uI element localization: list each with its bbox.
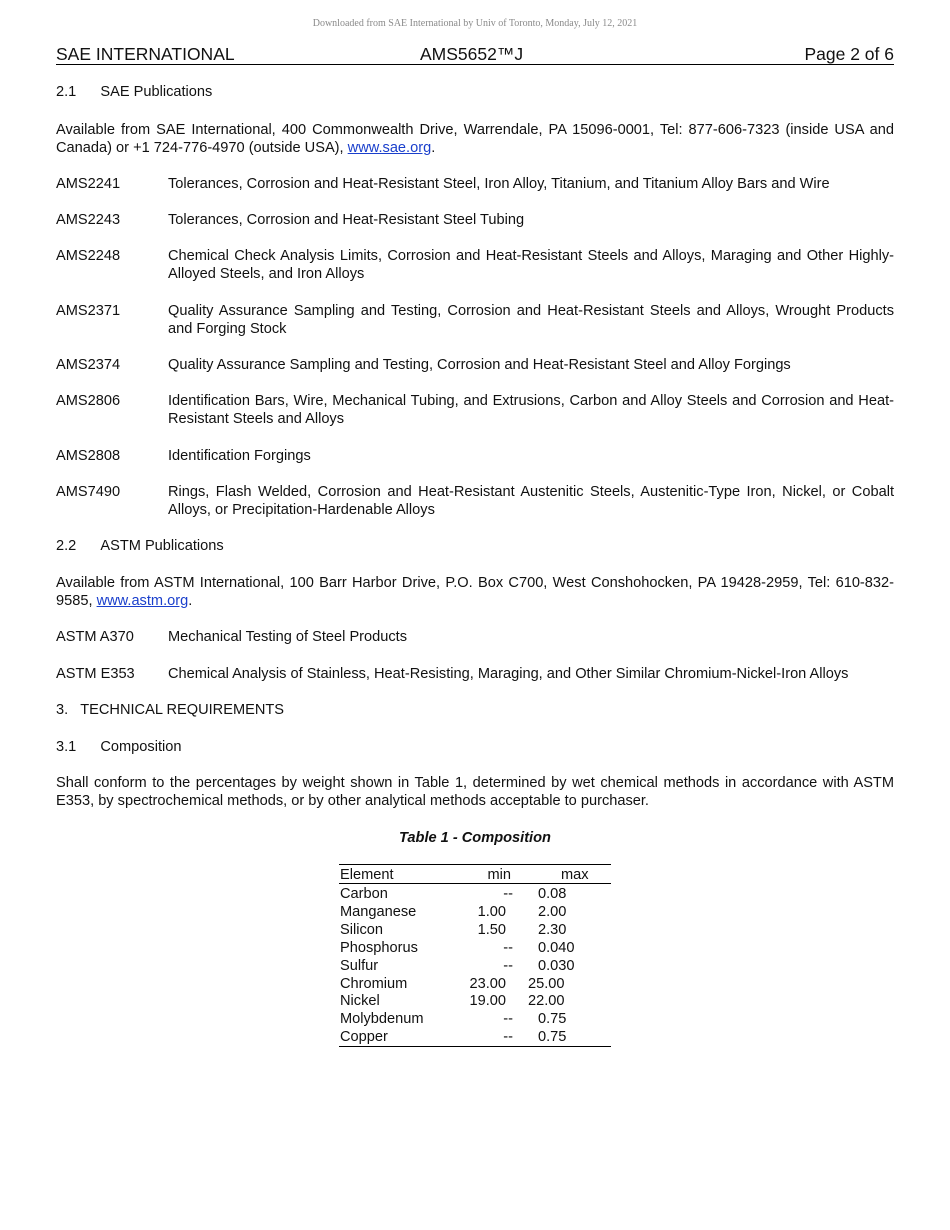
- reference-description: Identification Forgings: [168, 448, 311, 464]
- section-number: 3.1: [56, 739, 77, 755]
- table-bottom-rule: [339, 1046, 611, 1047]
- reference-description: Identification Bars, Wire, Mechanical Tubing, and Extrusions, Carbon and Alloy Steels and Corrosion and Heat-Resistant Steels and Alloys: [168, 393, 894, 427]
- table-top-rule: [339, 864, 611, 865]
- astm-availability-text: Available from ASTM International, 100 Barr Harbor Drive, P.O. Box C700, West Conshohocken, PA 19428-2959, Tel: 610-832-9585,: [56, 575, 894, 609]
- reference-ams2248: [56, 247, 894, 283]
- reference-description: Chemical Analysis of Stainless, Heat-Resisting, Maraging, and Other Similar Chromium-Nickel-Iron Alloys: [168, 666, 849, 682]
- header-min: min: [487, 867, 511, 883]
- cell-max: 0.75: [538, 1011, 567, 1027]
- section-2-2-heading: [56, 537, 224, 555]
- table-row: [339, 1028, 611, 1046]
- astm-availability-period: .: [188, 593, 193, 609]
- header-org: SAE INTERNATIONAL: [56, 44, 235, 64]
- table-row: [339, 975, 611, 993]
- section-2-1-heading: [56, 83, 212, 101]
- table-row: [339, 957, 611, 975]
- table-row: [339, 939, 611, 957]
- reference-astm-e353: [56, 665, 894, 683]
- header-max: max: [561, 867, 589, 883]
- table-header-rule: [339, 883, 611, 884]
- astm-availability-paragraph: [56, 574, 894, 610]
- reference-description: Rings, Flash Welded, Corrosion and Heat-Resistant Austenitic Steels, Austenitic-Type Iron, Nickel, or Cobalt Alloys, or Precipitation-Hardenable Alloys: [168, 484, 894, 518]
- section-title: Composition: [100, 739, 182, 755]
- reference-ams7490: [56, 483, 894, 519]
- download-watermark: Downloaded from SAE International by Univ of Toronto, Monday, July 12, 2021: [312, 18, 638, 29]
- astm-website-link[interactable]: www.astm.org: [96, 593, 189, 609]
- cell-max: 0.040: [538, 940, 575, 956]
- cell-min: 1.00: [477, 904, 506, 920]
- reference-ams2371: [56, 302, 894, 338]
- reference-ams2806: [56, 392, 894, 428]
- reference-description: Tolerances, Corrosion and Heat-Resistant Steel, Iron Alloy, Titanium, and Titanium Alloy Bars and Wire: [168, 176, 830, 192]
- cell-max: 0.030: [538, 958, 575, 974]
- cell-min: --: [503, 940, 513, 956]
- table-caption: Table 1 - Composition: [399, 830, 551, 846]
- section-title: TECHNICAL REQUIREMENTS: [80, 702, 285, 718]
- header-page-number: Page 2 of 6: [804, 44, 894, 64]
- reference-description: Mechanical Testing of Steel Products: [168, 629, 408, 645]
- cell-max: 22.00: [528, 993, 565, 1009]
- reference-astm-a370: [56, 628, 894, 646]
- page-header: [56, 44, 894, 65]
- reference-code: AMS2371: [56, 303, 121, 319]
- table-row: [339, 1010, 611, 1028]
- cell-max: 0.75: [538, 1029, 567, 1045]
- reference-ams2808: [56, 447, 894, 465]
- reference-code: AMS2248: [56, 248, 121, 264]
- table-row: [339, 921, 611, 939]
- cell-max: 25.00: [528, 976, 565, 992]
- table-row: [339, 885, 611, 903]
- reference-ams2243: [56, 211, 894, 229]
- reference-code: ASTM A370: [56, 629, 134, 645]
- reference-ams2374: [56, 356, 894, 374]
- cell-element: Copper: [340, 1029, 388, 1045]
- sae-availability-paragraph: [56, 121, 894, 157]
- reference-code: AMS7490: [56, 484, 121, 500]
- cell-element: Silicon: [340, 922, 383, 938]
- cell-element: Manganese: [340, 904, 417, 920]
- cell-max: 2.00: [538, 904, 567, 920]
- reference-code: AMS2808: [56, 448, 121, 464]
- section-number: 3.: [56, 702, 69, 718]
- sae-availability-period: .: [431, 140, 436, 156]
- cell-element: Carbon: [340, 886, 388, 902]
- header-element: Element: [340, 867, 394, 883]
- cell-element: Molybdenum: [340, 1011, 424, 1027]
- composition-paragraph: Shall conform to the percentages by weight shown in Table 1, determined by wet chemical methods in accordance with ASTM E353, by spectrochemical methods, or by other analytical methods acceptable to purchaser.: [56, 775, 894, 809]
- reference-code: AMS2243: [56, 212, 121, 228]
- cell-min: 19.00: [469, 993, 506, 1009]
- reference-code: AMS2806: [56, 393, 121, 409]
- cell-max: 2.30: [538, 922, 567, 938]
- cell-min: 1.50: [477, 922, 506, 938]
- reference-code: AMS2241: [56, 176, 121, 192]
- table-header-row: [339, 866, 611, 884]
- cell-min: --: [503, 886, 513, 902]
- reference-code: ASTM E353: [56, 666, 135, 682]
- table-row: [339, 992, 611, 1010]
- reference-description: Quality Assurance Sampling and Testing, Corrosion and Heat-Resistant Steels and Alloys, Wrought Products and Forging Stock: [168, 303, 894, 337]
- table-row: [339, 903, 611, 921]
- reference-code: AMS2374: [56, 357, 121, 373]
- cell-element: Chromium: [340, 976, 408, 992]
- cell-max: 0.08: [538, 886, 567, 902]
- cell-min: --: [503, 1011, 513, 1027]
- section-number: 2.2: [56, 538, 77, 554]
- section-3-heading: [56, 701, 284, 719]
- reference-description: Tolerances, Corrosion and Heat-Resistant Steel Tubing: [168, 212, 525, 228]
- cell-element: Sulfur: [340, 958, 379, 974]
- cell-element: Nickel: [340, 993, 380, 1009]
- cell-min: --: [503, 958, 513, 974]
- reference-ams2241: [56, 175, 894, 193]
- section-number: 2.1: [56, 84, 77, 100]
- section-title: SAE Publications: [100, 84, 213, 100]
- section-3-1-heading: [56, 738, 181, 756]
- sae-website-link[interactable]: www.sae.org: [347, 140, 432, 156]
- sae-availability-text: Available from SAE International, 400 Commonwealth Drive, Warrendale, PA 15096-0001, Tel: 877-606-7323 (inside USA and Canada) or +1 724-776-4970 (outside USA),: [56, 122, 894, 156]
- cell-element: Phosphorus: [340, 940, 418, 956]
- reference-description: Chemical Check Analysis Limits, Corrosion and Heat-Resistant Steels and Alloys, Maraging and Other Highly-Alloyed Steels, and Iron Alloys: [168, 248, 894, 282]
- cell-min: --: [503, 1029, 513, 1045]
- cell-min: 23.00: [469, 976, 506, 992]
- section-title: ASTM Publications: [100, 538, 224, 554]
- header-doc-number: AMS5652™J: [420, 44, 524, 64]
- reference-description: Quality Assurance Sampling and Testing, Corrosion and Heat-Resistant Steel and Alloy Forgings: [168, 357, 791, 373]
